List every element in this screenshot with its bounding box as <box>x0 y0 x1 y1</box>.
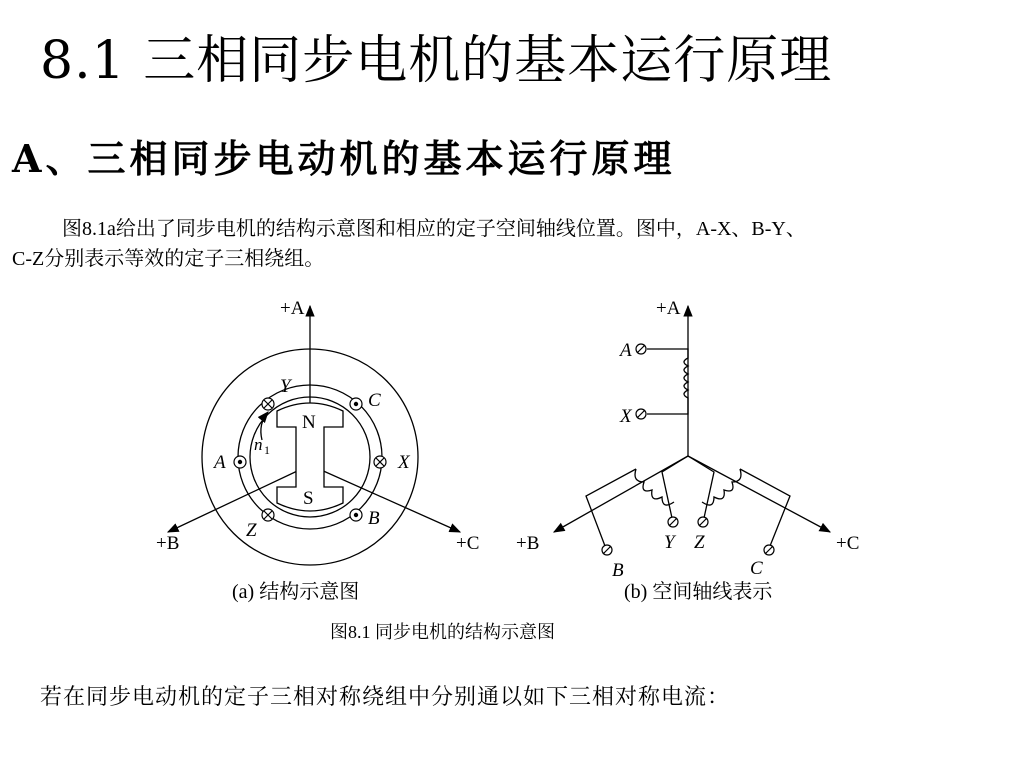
label-speed-sub: 1 <box>264 443 270 457</box>
winding-a <box>647 349 688 414</box>
b-label-z: Z <box>694 532 705 553</box>
figure-8-1 <box>150 292 870 610</box>
label-z: Z <box>246 520 257 541</box>
b-label-x: X <box>620 406 632 427</box>
caption-b: (b) 空间轴线表示 <box>624 581 773 603</box>
structure-diagram <box>168 306 460 565</box>
label-b: B <box>368 508 380 529</box>
figure-diagram <box>150 292 870 610</box>
b-label-y: Y <box>664 532 675 553</box>
b-label-a: A <box>620 340 632 361</box>
b-label-axis-a: +A <box>656 298 681 319</box>
label-c: C <box>368 390 381 411</box>
label-a: A <box>214 452 226 473</box>
intro-paragraph <box>12 214 1012 274</box>
b-label-b: B <box>612 560 624 581</box>
b-label-axis-b: +B <box>516 533 540 554</box>
section-heading: A、三相同步电动机的基本运行原理 <box>12 136 676 181</box>
figure-caption: 图8.1 同步电机的结构示意图 <box>330 622 555 642</box>
b-label-c: C <box>750 558 763 579</box>
label-x: X <box>398 452 410 473</box>
label-axis-a: +A <box>280 298 305 319</box>
paragraph-line-2: C-Z分别表示等效的定子三相绕组。 <box>12 248 325 270</box>
label-speed: n <box>254 435 263 454</box>
label-axis-b: +B <box>156 533 180 554</box>
label-axis-c: +C <box>456 533 480 554</box>
label-s-pole: S <box>303 488 314 509</box>
label-y: Y <box>280 376 291 397</box>
bottom-text: 若在同步电动机的定子三相对称绕组中分别通以如下三相对称电流： <box>40 684 731 709</box>
caption-a: (a) 结构示意图 <box>232 581 360 603</box>
paragraph-line-1: 图8.1a给出了同步电机的结构示意图和相应的定子空间轴线位置。图中，A-X、B-Y、 <box>62 218 806 240</box>
b-label-axis-c: +C <box>836 533 860 554</box>
page-title: 8.1 三相同步电机的基本运行原理 <box>40 31 833 91</box>
axis-diagram <box>554 306 830 546</box>
label-n-pole: N <box>302 412 316 433</box>
